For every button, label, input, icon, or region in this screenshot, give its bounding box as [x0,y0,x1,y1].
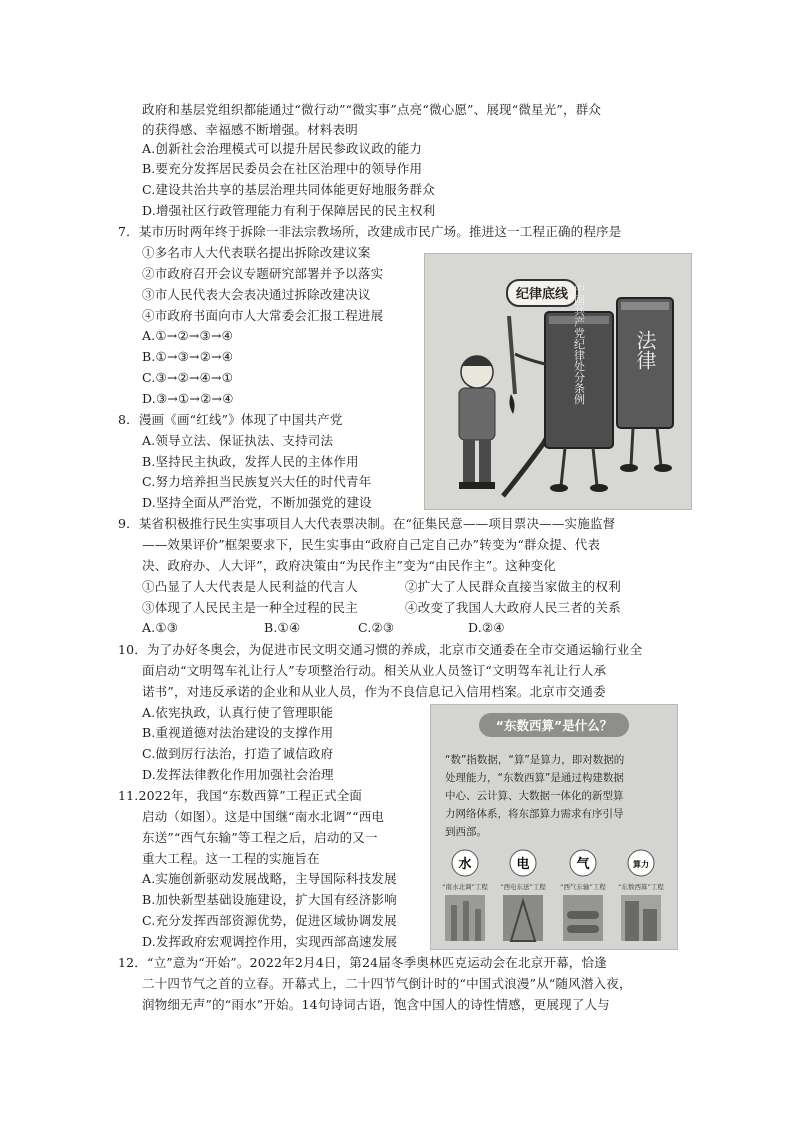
q7-step-2: ②市政府召开会议专题研究部署并予以落实 [142,266,384,281]
q6-option-b: B.要充分发挥居民委员会在社区治理中的领导作用 [142,161,423,176]
q10-stem-line2: 面启动“文明驾车礼让行人”专项整治行动。相关从业人员签订“文明驾车礼让行人承 [142,663,607,678]
q8-option-b: B.坚持民主执政，发挥人民的主体作用 [142,454,359,469]
q6-option-a: A.创新社会治理模式可以提升居民参政议政的能力 [142,141,423,156]
brush-label-text: 纪律底线 [515,287,569,302]
q6-stem-line2: 的获得感、幸福感不断增强。材料表明 [142,122,358,137]
q10-stem-line1: 10．为了办好冬奥会，为促进市民文明交通习惯的养成，北京市交通委在全市交通运输行业全 [118,642,643,657]
q8-stem: 8．漫画《画“红线”》体现了中国共产党 [118,412,343,427]
q7-step-4: ④市政府书面向市人大常委会汇报工程进展 [142,308,384,323]
q9-option-d: D.②④ [468,620,505,635]
q9-stem-line3: 决、政府办、人大评”，政府决策由“为民作主”变为“由民作主”。这种变化 [142,558,556,573]
q7-option-d: D.③→①→②→④ [142,391,234,406]
q12-stem-line1: 12．“立”意为“开始”。2022年2月4日，第24届冬季奥林匹克运动会在北京开幕，恰逢 [118,955,607,970]
computing-icon-caption: “东数西算”工程 [618,883,664,891]
q11-stem-line3: 东送”“西气东输”等工程之后，启动的又一 [142,830,378,845]
q9-statement-2: ②扩大了人民群众直接当家做主的权利 [405,579,621,594]
cartoon-drawing [425,254,691,509]
poster-drawing [431,705,677,949]
q9-statement-1: ①凸显了人大代表是人民利益的代言人 [142,579,358,594]
q9-option-a: A.①③ [142,620,179,635]
book1-title: 中国共产党纪律处分条例 [572,283,586,405]
brush-label-bubble [507,280,577,306]
q11-option-c: C.充分发挥西部资源优势，促进区域协调发展 [142,913,397,928]
gas-icon-caption: “西气东输”工程 [560,883,606,891]
q7-option-a: A.①→②→③→④ [142,328,234,343]
q10-stem-line3: 诺书”，对违反承诺的企业和从业人员，作为不良信息记入信用档案。北京市交通委 [142,684,606,699]
q7-step-3: ③市人民代表大会表决通过拆除改建决议 [142,287,371,302]
cartoon-figure [424,253,692,510]
q6-stem-line1: 政府和基层党组织都能通过“微行动”“微实事”点亮“微心愿”、展现“微星光”，群众 [142,102,602,117]
q9-stem-line2: ——效果评价”框架要求下，民生实事由“政府自己定自己办”转变为“群众提、代表 [142,537,601,552]
q9-statement-3: ③体现了人民民主是一种全过程的民主 [142,600,358,615]
q12-stem-line2: 二十四节气之首的立春。开幕式上，二十四节气倒计时的“中国式浪漫”从“随风潜入夜， [142,976,632,991]
q6-option-c: C.建设共治共享的基层治理共同体能更好地服务群众 [142,182,435,197]
water-icon-char: 水 [458,857,472,872]
q12-stem-line3: 润物细无声”的“雨水”开始。14句诗词古语，饱含中国人的诗性情感，更展现了人与 [142,997,610,1012]
q11-option-d: D.发挥政府宏观调控作用，实现西部高速发展 [142,934,398,949]
q11-option-a: A.实施创新驱动发展战略，主导国际科技发展 [142,871,397,886]
q6-option-d: D.增强社区行政管理能力有利于保障居民的民主权利 [142,203,436,218]
book2-title: 法律 [633,330,657,370]
gas-icon-char: 气 [576,857,590,872]
electricity-icon-caption: “西电东送”工程 [500,883,546,891]
q10-option-b: B.重视道德对法治建设的支撑作用 [142,725,334,740]
q9-option-c: C.②③ [358,620,395,635]
water-icon-caption: “南水北调”工程 [442,883,488,891]
q7-option-b: B.①→③→②→④ [142,349,234,364]
q8-option-c: C.努力培养担当民族复兴大任的时代青年 [142,474,372,489]
poster-body-line5: 到西部。 [445,826,487,838]
poster-body-line1: “数”指数据，“算”是算力，即对数据的 [445,754,625,766]
q10-option-a: A.依宪执政，认真行使了管理职能 [142,705,334,720]
q7-step-1: ①多名市人大代表联名提出拆除改建议案 [142,245,371,260]
q10-option-c: C.做到厉行法治，打造了诚信政府 [142,746,334,761]
poster-body-line3: 中心、云计算、大数据一体化的新型算 [445,790,624,802]
q10-option-d: D.发挥法律教化作用加强社会治理 [142,767,334,782]
q11-option-b: B.加快新型基础设施建设，扩大国有经济影响 [142,892,397,907]
q9-stem-line1: 9．某省积极推行民生实事项目人大代表票决制。在“征集民意——项目票决——实施监督 [118,516,616,531]
electricity-icon-char: 电 [516,857,530,872]
east-data-west-computing-poster [430,704,678,950]
q7-stem: 7．某市历时两年终于拆除一非法宗教场所，改建成市民广场。推进这一工程正确的程序是 [118,224,622,239]
poster-body-line2: 处理能力，“东数西算”是通过构建数据 [445,772,624,784]
q8-option-d: D.坚持全面从严治党，不断加强党的建设 [142,495,372,510]
q11-stem-line1: 11.2022年，我国“东数西算”工程正式全面 [118,788,363,803]
q9-statement-4: ④改变了我国人大政府人民三者的关系 [405,600,621,615]
q9-option-b: B.①④ [264,620,301,635]
q11-stem-line2: 启动（如图）。这是中国继“南水北调”“西电 [142,809,385,824]
q7-option-c: C.③→②→④→① [142,370,234,385]
computing-icon-char: 算力 [633,860,649,869]
poster-title: “东数西算”是什么？ [495,718,613,733]
q8-option-a: A.领导立法、保证执法、支持司法 [142,433,334,448]
poster-body-line4: 力网络体系，将东部算力需求有序引导 [445,808,624,820]
q11-stem-line4: 重大工程。这一工程的实施旨在 [142,851,320,866]
